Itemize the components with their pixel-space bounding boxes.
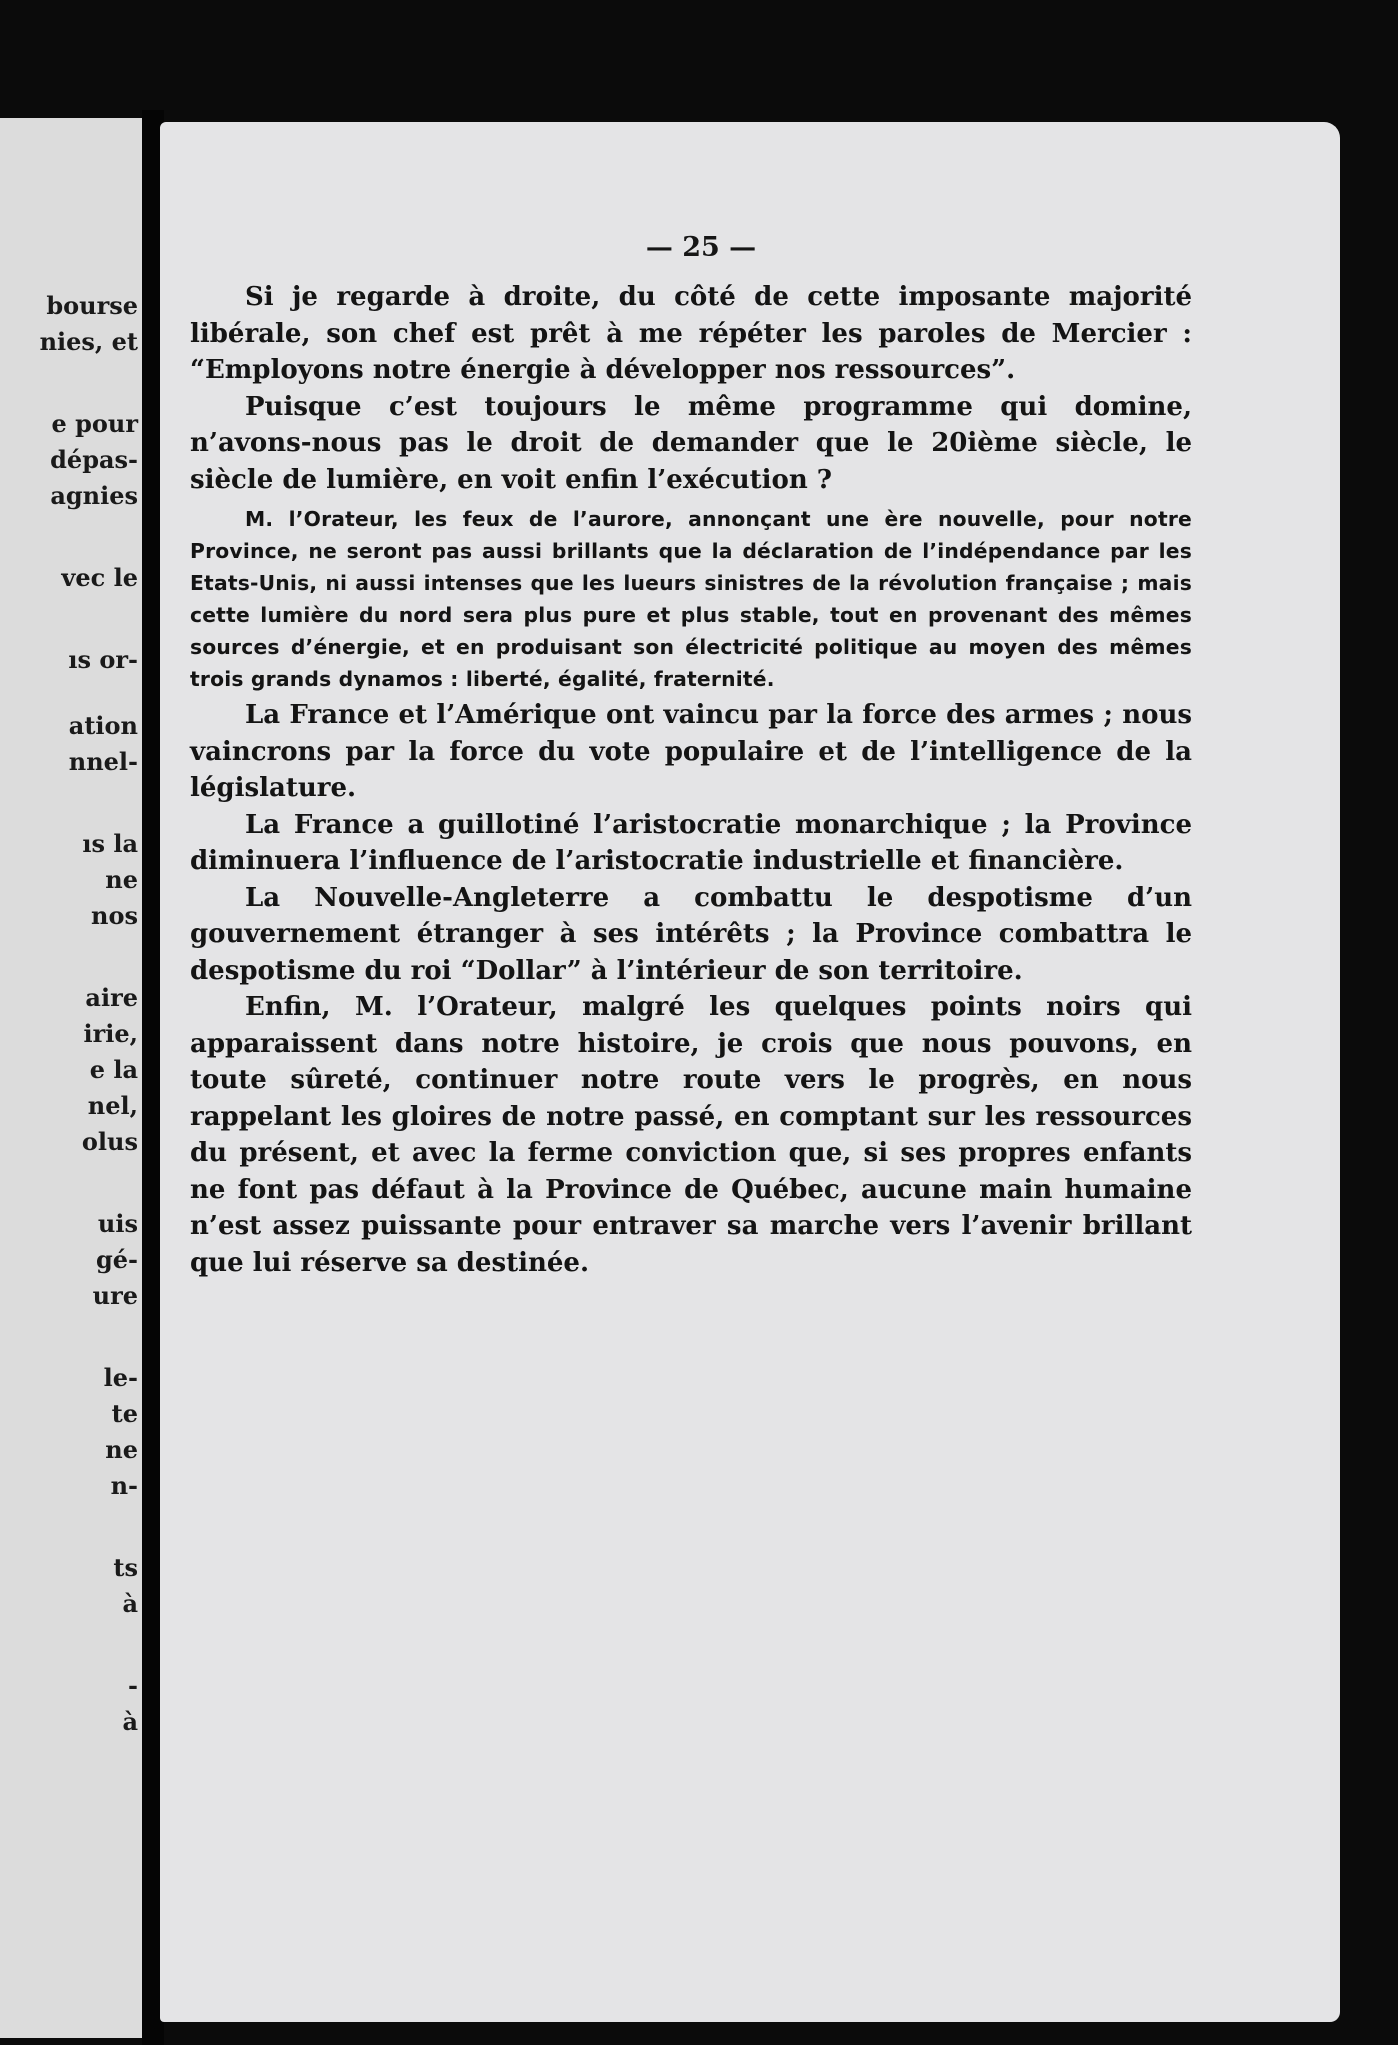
page-number: — 25 — bbox=[645, 232, 757, 263]
paragraph-7: Enfin, M. l’Orateur, malgré les quelques points noirs qui apparaissent dans notre histoire, je crois que nous pouvons, en toute sûreté, continuer notre route vers le progrès, en nous rappelant les gloires de notre passé, en comptant sur les ressources du présent, et avec la ferme conviction que, si ses propres enfants ne font pas défaut à la Province de Québec, aucune main humaine n’est assez puissante pour entraver sa marche vers l’avenir brillant que lui réserve sa destinée. bbox=[190, 992, 1192, 1278]
left-page-fragment: à bbox=[122, 1707, 138, 1736]
left-page-fragment: dépas- bbox=[50, 445, 138, 474]
paragraph-3: M. l’Orateur, les feux de l’aurore, annonçant une ère nouvelle, pour notre Province, ne seront pas aussi brillants que la déclaration de l’indépendance par les Etats-Unis, ni aussi intenses que les lueurs sinistres de la révolution française ; mais cette lumière du nord sera plus pure et plus stable, tout en provenant des mêmes sources d’énergie, et en produisant son électricité politique au moyen des mêmes trois grands dynamos : liberté, égalité, fraternité. bbox=[190, 507, 1192, 691]
left-page-edge bbox=[0, 118, 142, 2038]
paragraph-1: Si je regarde à droite, du côté de cette imposante majorité libérale, son chef est prêt à me répéter les paroles de Mercier : “Employons notre énergie à développer nos ressources”. bbox=[190, 282, 1192, 385]
paragraph-2: Puisque c’est toujours le même programme qui domine, n’avons-nous pas le droit de demander que le 20ième siècle, le siècle de lumière, en voit enfin l’exécution ? bbox=[190, 391, 1192, 495]
left-page-fragment: nel, bbox=[87, 1091, 138, 1120]
paragraph-5: La France a guillotiné l’aristocratie monarchique ; la Province diminuera l’influence de l’aristocratie industrielle et financière. bbox=[190, 809, 1192, 876]
left-page-fragment: ıs la bbox=[82, 829, 138, 858]
left-page-fragment: bourse bbox=[46, 291, 138, 320]
left-page-fragment: ts bbox=[113, 1553, 138, 1582]
left-page-fragment: ne bbox=[105, 1435, 138, 1464]
left-page-fragment: nies, et bbox=[39, 327, 138, 356]
left-page-fragment: - bbox=[128, 1671, 138, 1700]
paragraph-6: La Nouvelle-Angleterre a combattu le despotisme d’un gouvernement étranger à ses intérêts ; la Province combattra le despotisme du roi “Dollar” à l’intérieur de son territoire. bbox=[190, 882, 1192, 986]
left-page-fragment: irie, bbox=[83, 1019, 138, 1048]
left-page-fragment: e la bbox=[89, 1055, 138, 1084]
left-page-fragment: n- bbox=[110, 1471, 138, 1500]
left-page-fragment: ne bbox=[105, 865, 138, 894]
left-page-fragment: vec le bbox=[61, 563, 138, 592]
left-page-fragment: aire bbox=[85, 983, 138, 1012]
paragraph-4: La France et l’Amérique ont vaincu par la force des armes ; nous vaincrons par la force du vote populaire et de l’intelligence de la législature. bbox=[190, 700, 1192, 803]
left-page-fragment: olus bbox=[81, 1127, 138, 1156]
left-page-fragment: ure bbox=[92, 1281, 138, 1310]
left-page-fragment: te bbox=[111, 1399, 138, 1428]
left-page-fragment: gé- bbox=[95, 1245, 138, 1274]
left-page-fragment: à bbox=[122, 1589, 138, 1618]
left-page-fragment: le- bbox=[103, 1363, 138, 1392]
left-page-fragment: nnel- bbox=[68, 747, 138, 776]
left-page-fragment: e pour bbox=[51, 409, 138, 438]
right-page bbox=[160, 122, 1340, 2022]
left-page-fragment: agnies bbox=[50, 481, 138, 510]
left-page-fragment: ıs or- bbox=[68, 645, 138, 674]
left-page-fragment: uis bbox=[97, 1209, 138, 1238]
left-page-fragment: nos bbox=[91, 901, 138, 930]
page-content bbox=[190, 232, 1192, 1281]
left-page-fragment: ation bbox=[68, 711, 138, 740]
